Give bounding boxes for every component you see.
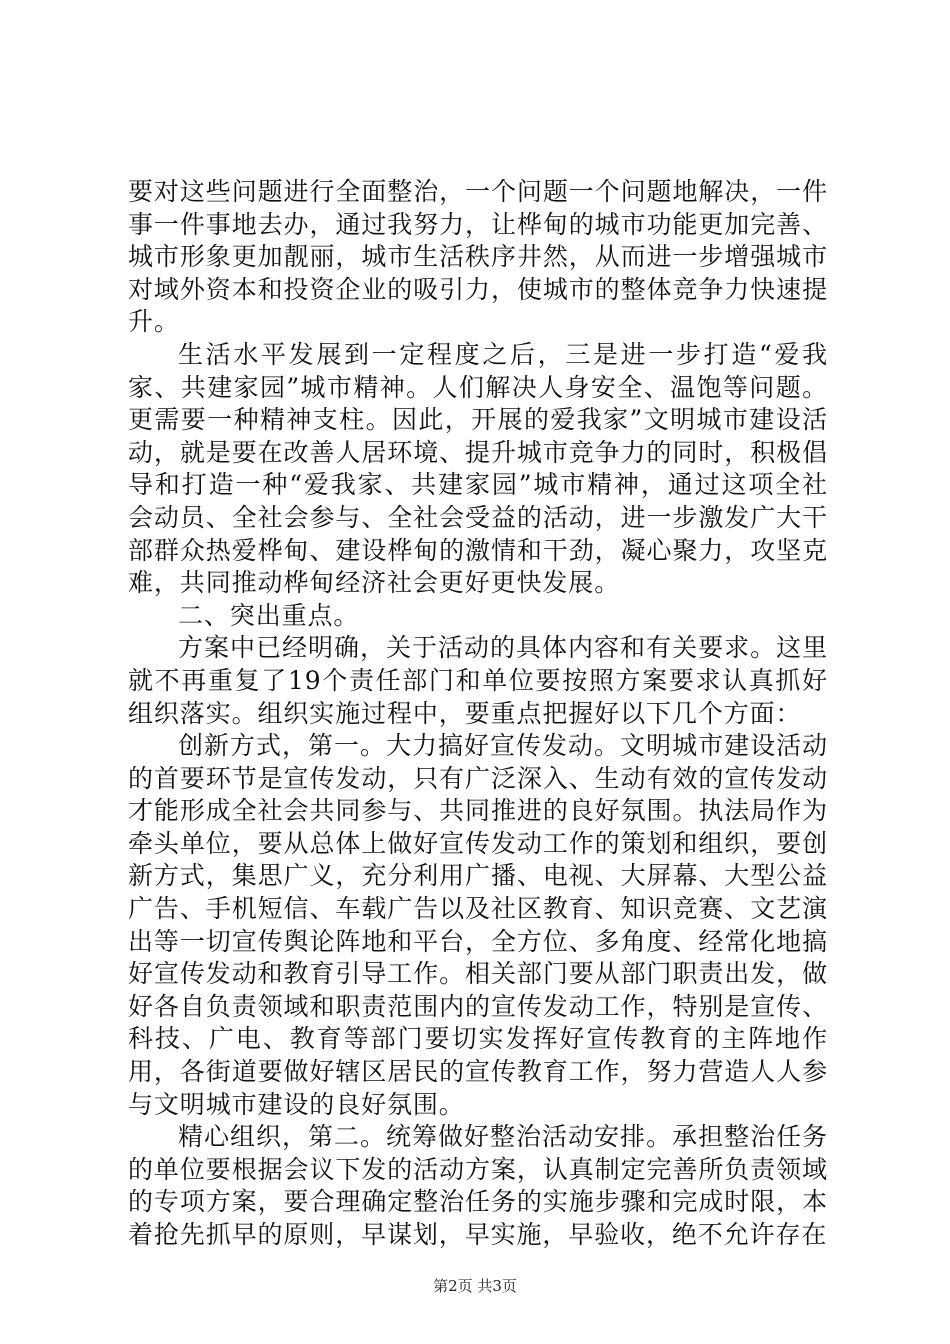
paragraph-4: 创新方式，第一。大力搞好宣传发动。文明城市建设活动的首要环节是宣传发动，只有广泛深入、生动有效的宣传发动才能形成全社会共同参与、共同推进的良好氛围。执法局作为牵头单位，要从总体上做好宣传发动工作的策划和组织，要创新方式，集思广义，充分利用广播、电视、大屏幕、大型公益广告、手机短信、车载广告以及社区教育、知识竞赛、文艺演出等一切宣传舆论阵地和平台，全方位、多角度、经常化地搞好宣传发动和教育引导工作。相关部门要从部门职责出发，做好各自负责领域和职责范围内的宣传发动工作，特别是宣传、科技、广电、教育等部门要切实发挥好宣传教育的主阵地作用，各街道要做好辖区居民的宣传教育工作，努力营造人人参与文明城市建设的良好氛围。	[128, 731, 828, 1119]
paragraph-3: 方案中已经明确，关于活动的具体内容和有关要求。这里就不再重复了19个责任部门和单位要按照方案要求认真抓好组织落实。组织实施过程中，要重点把握好以下几个方面：	[128, 633, 828, 728]
paragraph-1: 要对这些问题进行全面整治，一个问题一个问题地解决，一件事一件事地去办，通过我努力，让桦甸的城市功能更加完善、城市形象更加靓丽，城市生活秩序井然，从而进一步增强城市对域外资本和投资企业的吸引力，使城市的整体竞争力快速提升。	[128, 177, 828, 337]
paragraph-2: 生活水平发展到一定程度之后，三是进一步打造“爱我家、共建家园”城市精神。人们解决人身安全、温饱等问题。更需要一种精神支柱。因此，开展的爱我家”文明城市建设活动，就是要在改善人居环境、提升城市竞争力的同时，积极倡导和打造一种“爱我家、共建家园”城市精神，通过这项全社会动员、全社会参与、全社会受益的活动，进一步激发广大干部群众热爱桦甸、建设桦甸的激情和干劲，凝心聚力，攻坚克难，共同推动桦甸经济社会更好更快发展。	[128, 339, 828, 598]
section-heading: 二、突出重点。	[178, 600, 360, 630]
page-footer: 第2页 共3页	[433, 1277, 517, 1295]
document-body	[128, 176, 828, 1252]
paragraph-5: 精心组织，第二。统筹做好整治活动安排。承担整治任务的单位要根据会议下发的活动方案，认真制定完善所负责领域的专项方案，要合理确定整治任务的实施步骤和完成时限，本着抢先抓早的原则，早谋划，早实施，早验收，绝不允许存在	[128, 1122, 828, 1249]
